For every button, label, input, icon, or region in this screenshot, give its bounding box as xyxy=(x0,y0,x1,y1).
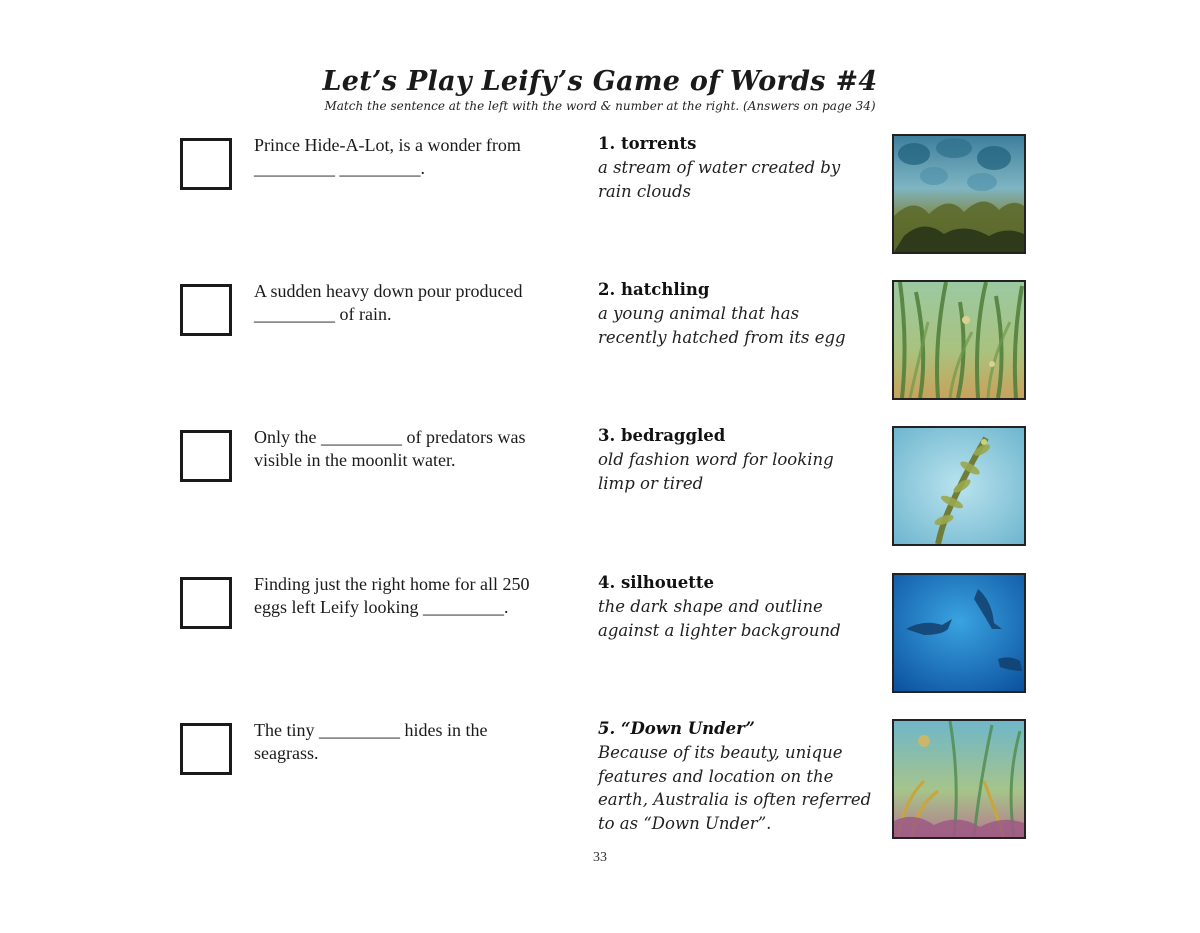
definition-5 xyxy=(598,741,878,835)
sentence-line: Only the _________ of predators was xyxy=(254,427,526,447)
definition-line: Because of its beauty, unique xyxy=(598,743,843,762)
exercise-row-5 xyxy=(0,719,1200,849)
sentence-line: visible in the moonlit water. xyxy=(254,450,456,470)
answer-box-3[interactable] xyxy=(180,430,232,482)
exercise-row-2 xyxy=(0,280,1200,410)
sentence-2 xyxy=(254,280,564,326)
instructions: Match the sentence at the left with the word & number at the right. (Answers on page 34) xyxy=(324,99,876,113)
sentence-line: _________ _________. xyxy=(254,158,425,178)
sentence-line: seagrass. xyxy=(254,743,319,763)
answer-box-2[interactable] xyxy=(180,284,232,336)
sentence-line: _________ of rain. xyxy=(254,304,392,324)
definition-line: a stream of water created by xyxy=(598,158,841,177)
shark-silhouettes-illustration xyxy=(892,573,1026,693)
definition-line: against a lighter background xyxy=(598,620,841,640)
term-5: 5. “Down Under” xyxy=(598,719,755,738)
sentence-line: eggs left Leify looking _________. xyxy=(254,597,509,617)
definition-line: earth, Australia is often referred xyxy=(598,790,872,809)
definition-3 xyxy=(598,448,878,495)
exercise-row-1 xyxy=(0,134,1200,264)
underwater-reef-illustration xyxy=(892,134,1026,254)
sentence-1 xyxy=(254,134,564,180)
sentence-line: The tiny _________ hides in the xyxy=(254,720,488,740)
exercise-row-4 xyxy=(0,573,1200,703)
page-number: 33 xyxy=(593,850,607,865)
sentence-3 xyxy=(254,426,564,472)
definition-4 xyxy=(598,595,878,642)
sentence-5 xyxy=(254,719,564,765)
answer-box-1[interactable] xyxy=(180,138,232,190)
definition-line: to as “Down Under”. xyxy=(598,813,772,833)
definition-1 xyxy=(598,156,878,203)
term-1: 1. torrents xyxy=(598,134,697,153)
definition-2 xyxy=(598,302,878,349)
sentence-line: A sudden heavy down pour produced xyxy=(254,281,523,301)
definition-line: limp or tired xyxy=(598,473,704,493)
page-title: Let’s Play Leify’s Game of Words #4 xyxy=(322,66,878,97)
sentence-4 xyxy=(254,573,564,619)
definition-line: features and location on the xyxy=(598,766,834,786)
definition-line: a young animal that has xyxy=(598,304,800,323)
term-3: 3. bedraggled xyxy=(598,426,726,445)
answer-box-4[interactable] xyxy=(180,577,232,629)
definition-line: the dark shape and outline xyxy=(598,597,823,616)
definition-line: old fashion word for looking xyxy=(598,450,834,469)
term-4: 4. silhouette xyxy=(598,573,715,592)
answer-box-5[interactable] xyxy=(180,723,232,775)
coral-seagrass-illustration xyxy=(892,719,1026,839)
leafy-seadragon-illustration xyxy=(892,426,1026,546)
sentence-line: Prince Hide-A-Lot, is a wonder from xyxy=(254,135,521,155)
definition-line: rain clouds xyxy=(598,181,691,201)
term-2: 2. hatchling xyxy=(598,280,710,299)
exercise-row-3 xyxy=(0,426,1200,556)
sentence-line: Finding just the right home for all 250 xyxy=(254,574,530,594)
definition-line: recently hatched from its egg xyxy=(598,327,846,347)
seagrass-illustration xyxy=(892,280,1026,400)
